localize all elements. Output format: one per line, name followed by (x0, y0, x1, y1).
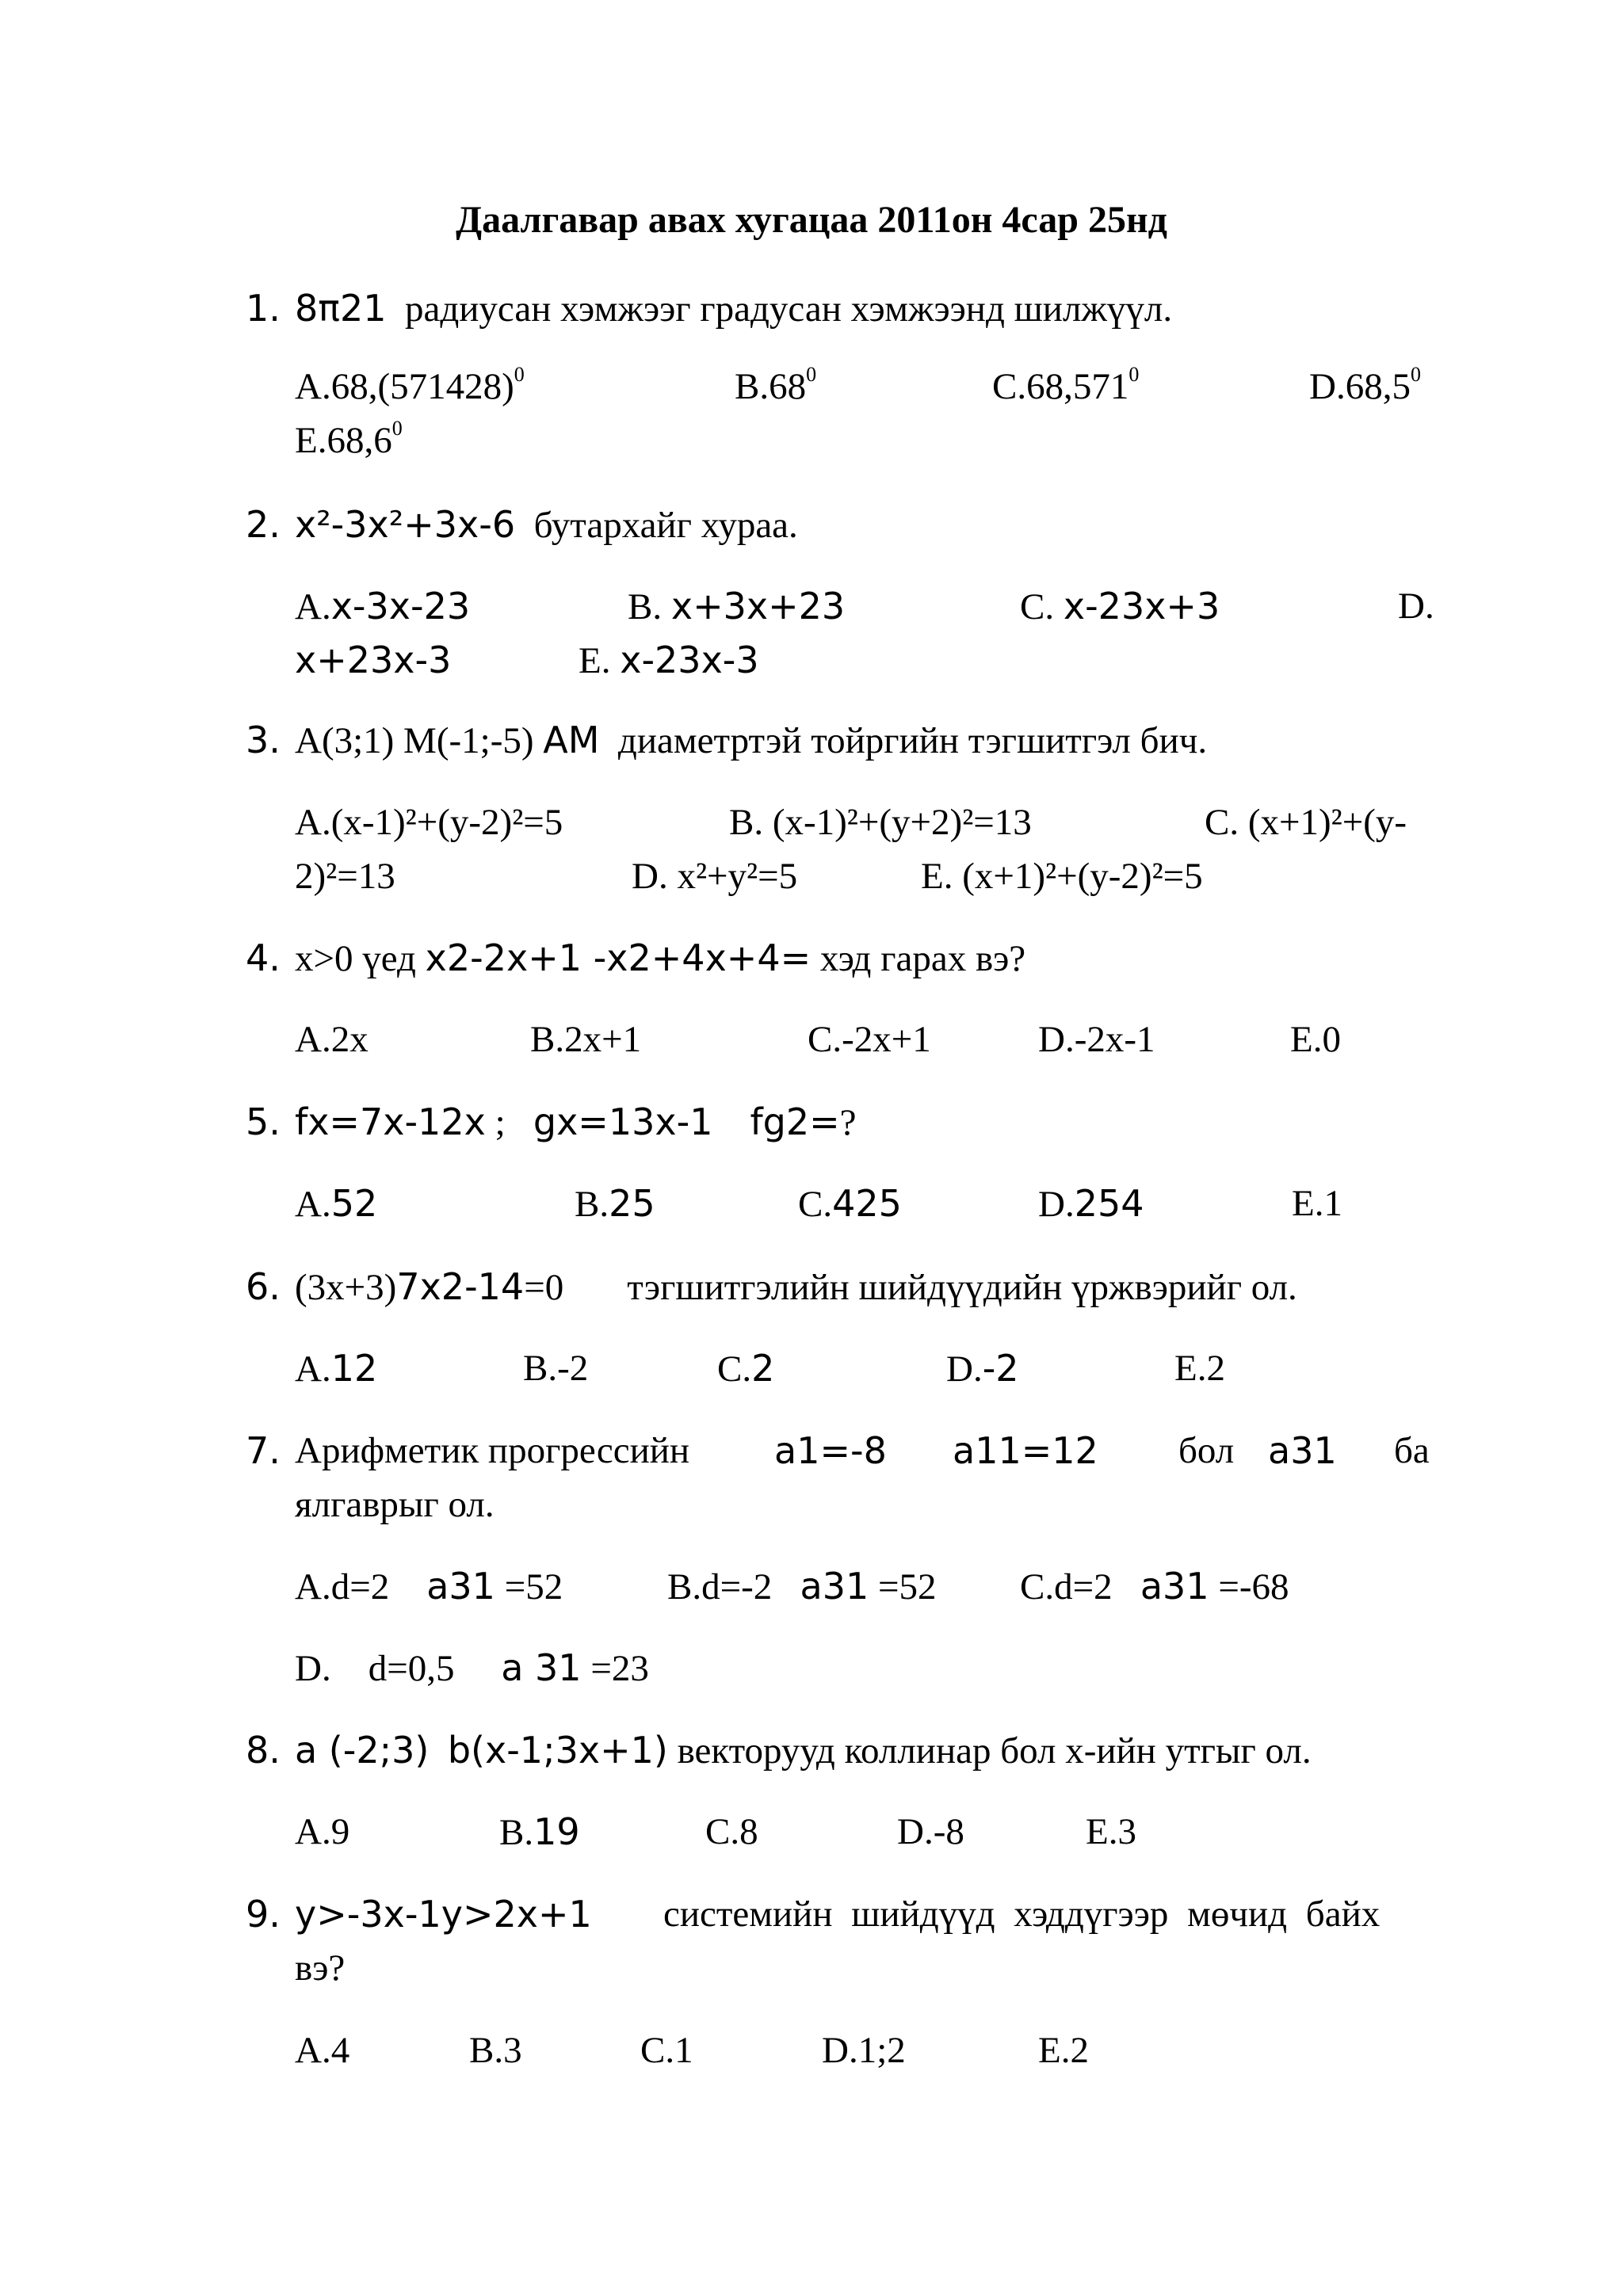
question-number: 2. (246, 503, 281, 546)
answers-7 (295, 1559, 1426, 1613)
math-expression: 8π21 (295, 287, 387, 330)
question-text (295, 281, 1426, 336)
option-d[interactable]: D.-2x-1 (1038, 1019, 1155, 1060)
option-d[interactable]: D.254 (1038, 1182, 1144, 1225)
question-text (295, 498, 1426, 552)
question-body: радиусан хэмжээг градусан хэмжээнд шилжүүл. (405, 288, 1173, 330)
answers-6 (295, 1341, 1426, 1395)
option-b[interactable]: B.-2 (523, 1348, 589, 1389)
answers-5 (295, 1177, 1426, 1230)
option-e[interactable]: E.3 (1086, 1811, 1136, 1852)
option-d[interactable]: D.68,5$^0$ (1309, 363, 1421, 407)
math-expression: 7x2-14 (396, 1265, 525, 1308)
question-text: A(3;1) M(-1;-5) AM диаметртэй тойргийн тэгшитгэл бич. (295, 719, 1208, 761)
question-text: (3x+3)7x2-14=0 тэгшитгэлийн шийдүүдийн үржвэрийг ол. (295, 1265, 1297, 1308)
math-expression: x2-2x+1 -x2+4x+4= (425, 936, 812, 979)
answers-1 (295, 360, 1426, 467)
option-e[interactable]: E.1 (1292, 1183, 1342, 1224)
option-c[interactable]: C. x-23x+3 (1020, 585, 1220, 627)
question-number: 9. (246, 1893, 281, 1936)
answers-8 (295, 1805, 1426, 1859)
option-c[interactable]: C.-2x+1 (808, 1019, 931, 1060)
option-a[interactable]: A.2x (295, 1019, 369, 1060)
option-b[interactable]: B.3 (469, 2030, 522, 2071)
option-b[interactable]: B. (x-1)²+(y+2)²=13 (729, 802, 1032, 843)
option-c[interactable]: C.8 (705, 1811, 758, 1852)
question-body: бутархайг хураа. (533, 505, 798, 546)
option-d[interactable]: D. (1398, 585, 1434, 627)
option-b[interactable]: B.d=-2 a31 =52 (667, 1565, 937, 1608)
option-d[interactable]: D. d=0,5 a 31 =23 (295, 1646, 649, 1689)
option-d-value[interactable]: x+23x-3 (295, 639, 452, 681)
question-text: Арифметик прогрессийн a1=-8 a11=12 бол a31 ба ялгаврыг ол. (295, 1429, 1430, 1525)
option-c[interactable]: C.425 (798, 1182, 902, 1225)
answers-4 (295, 1013, 1426, 1066)
option-e[interactable]: E. (x+1)²+(y-2)²=5 (921, 856, 1203, 897)
option-a[interactable]: A.x-3x-23 (295, 585, 471, 627)
question-number: 3. (246, 719, 281, 761)
answers-9 (295, 2023, 1426, 2077)
option-e[interactable]: E.2 (1174, 1348, 1225, 1389)
option-e[interactable]: E.0 (1290, 1019, 1341, 1060)
option-a[interactable]: A.d=2 a31 =52 (295, 1565, 563, 1608)
option-b[interactable]: B. x+3x+23 (628, 585, 846, 627)
question-number: 4. (246, 936, 281, 979)
option-e[interactable]: E. x-23x-3 (579, 639, 759, 681)
question-number: 7. (246, 1429, 281, 1472)
option-d[interactable]: D.-2 (946, 1347, 1019, 1390)
question-number: 6. (246, 1265, 281, 1308)
option-b[interactable]: B.19 (499, 1810, 580, 1853)
option-a[interactable]: A.4 (295, 2030, 350, 2071)
option-d[interactable]: D.-8 (897, 1811, 964, 1852)
option-c[interactable]: C. (x+1)²+(y- (1205, 802, 1407, 843)
question-number: 1. (246, 287, 281, 330)
option-e[interactable]: E.2 (1038, 2030, 1089, 2071)
question-number: 8. (246, 1729, 281, 1772)
answers-3 (295, 795, 1426, 903)
question-text: x>0 үед x2-2x+1 -x2+4x+4= хэд гарах вэ? (295, 936, 1026, 979)
option-a[interactable]: A.(x-1)²+(y-2)²=5 (295, 802, 563, 843)
option-b[interactable]: B.25 (575, 1182, 655, 1225)
option-c[interactable]: C.1 (640, 2030, 693, 2071)
option-a[interactable]: A.52 (295, 1182, 378, 1225)
option-a[interactable]: A.9 (295, 1811, 350, 1852)
option-c[interactable]: C.d=2 a31 =-68 (1020, 1565, 1289, 1608)
math-expression: AM (543, 719, 600, 761)
option-c-continued: 2)²=13 (295, 856, 395, 897)
option-d[interactable]: D.1;2 (822, 2030, 906, 2071)
option-c[interactable]: C.68,571$^0$ (992, 363, 1140, 407)
answers-2 (295, 579, 1434, 687)
option-e[interactable]: E.68,6$^0$ (295, 417, 403, 461)
question-text: y>-3x-1y>2x+1 системийн шийдүүд хэддүгээр мөчид байх вэ? (295, 1893, 1381, 1989)
math-expression: x²-3x²+3x-6 (295, 503, 516, 546)
option-a[interactable]: A.12 (295, 1347, 378, 1390)
page-title: Даалгавар авах хугацаа 2011он 4сар 25нд (456, 199, 1167, 241)
question-text: a (-2;3) b(x-1;3x+1) векторууд коллинар бол x-ийн утгыг ол. (295, 1729, 1312, 1772)
option-b[interactable]: B.2x+1 (530, 1019, 642, 1060)
option-b[interactable]: $B.68^0$ (735, 363, 817, 407)
option-a[interactable]: $A.68,(571428)^0$ (295, 363, 525, 407)
option-d[interactable]: D. x²+y²=5 (632, 856, 798, 897)
option-c[interactable]: C.2 (717, 1347, 775, 1390)
question-text: fx=7x-12x ; gx=13x-1 fg2=? (295, 1100, 857, 1143)
question-number: 5. (246, 1100, 281, 1143)
answers-7-row-2 (295, 1641, 1426, 1695)
